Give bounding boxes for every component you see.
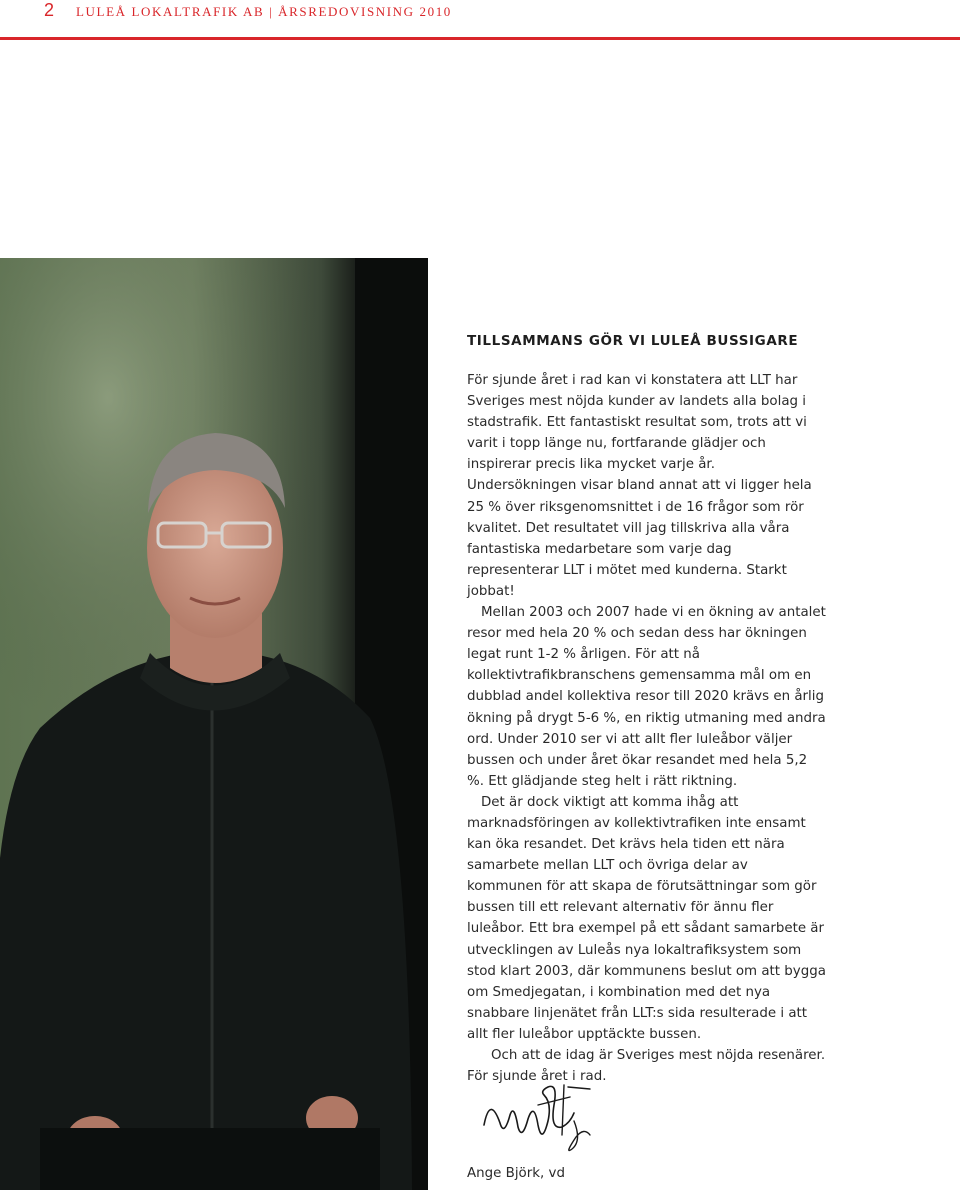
- article-paragraph: Mellan 2003 och 2007 hade vi en ökning av antalet resor med hela 20 % och sedan dess har ökningen legat runt 1-2 % årligen. För att nå kollektivtrafikbranschens gemensamma mål om en dubblad andel kollektiva resor till 2020 krävs en årlig ökning på drygt 5-6 %, en riktig utmaning med andra ord. Under 2010 ser vi att allt fler luleåbor väljer bussen och under året ökar resandet med hela 5,2 %. Ett glädjande steg helt i rätt riktning.: [467, 605, 826, 789]
- signer-name: Ange Björk, vd: [467, 1166, 565, 1181]
- article: [467, 332, 827, 1087]
- handwritten-signature: [478, 1075, 608, 1160]
- page-header: [0, 0, 960, 40]
- article-paragraph: Och att de idag är Sveriges mest nöjda resenärer. För sjunde året i rad.: [467, 1048, 826, 1085]
- running-head: LULEÅ LOKALTRAFIK AB | ÅRSREDOVISNING 2010: [76, 4, 452, 19]
- portrait-photo: [0, 258, 428, 1190]
- article-headline: TILLSAMMANS GÖR VI LULEÅ BUSSIGARE: [467, 333, 799, 349]
- page-number: 2: [44, 0, 55, 20]
- article-paragraph: Det är dock viktigt att komma ihåg att marknadsföringen av kollektivtrafiken inte ensamt kan öka resandet. Det krävs hela tiden ett nära samarbete mellan LLT och övriga delar av kommunen för att skapa de förutsättningar som gör bussen till ett relevant alternativ för ännu fler luleåbor. Ett bra exempel på ett sådant samarbete är utvecklingen av Luleås nya lokaltrafiksystem som stod klart 2003, där kommunens beslut om att bygga om Smedjegatan, i kombination med det nya snabbare linjenätet från LLT:s sida resulterade i att allt fler luleåbor upptäckte bussen.: [467, 794, 826, 1042]
- article-paragraph: För sjunde året i rad kan vi konstatera att LLT har Sveriges mest nöjda kunder av landets alla bolag i stadstrafik. Ett fantastiskt resultat som, trots att vi varit i topp länge nu, fortfarande glädjer och inspirerar precis lika mycket varje år. Undersökningen visar bland annat att vi ligger hela 25 % över riksgenomsnittet i de 16 frågor som rör kvalitet. Det resultatet vill jag tillskriva alla våra fantastiska medarbetare som varje dag representerar LLT i mötet med kunderna. Starkt jobbat!: [467, 373, 812, 599]
